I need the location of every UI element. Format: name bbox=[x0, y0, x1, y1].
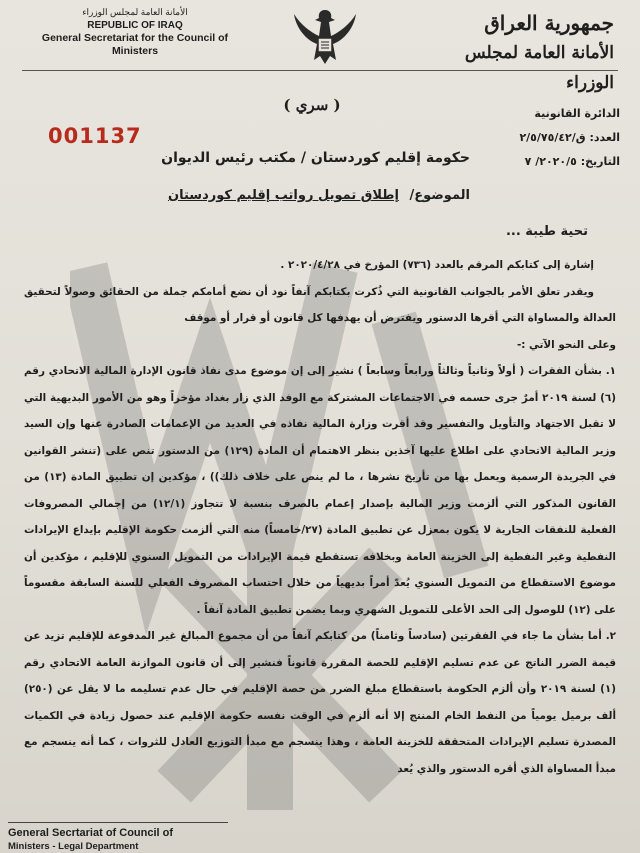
subject-line bbox=[168, 188, 470, 203]
date-value: ٢٠٢٠/٥/ ٧ bbox=[524, 155, 577, 168]
paragraph-reference: إشارة إلى كتابكم المرقم بالعدد (٧٣٦) المؤرخ في ٢٠٢٠/٤/٢٨ . bbox=[280, 259, 594, 271]
iraq-eagle-emblem-icon bbox=[290, 2, 360, 72]
header-divider bbox=[22, 70, 618, 71]
paragraph-lead: وعلى النحو الآتي :- bbox=[516, 338, 616, 351]
header-ar-small: الأمانة العامة لمجلس الوزراء bbox=[82, 7, 188, 17]
paragraph-intro: ويقدر تعلق الأمر بالجوانب القانونية التي ذُكرت بكتابكم آنفاً نود أن نضع أمامكم جملة من الحقائق وصولاً لتحقيق العدالة والمساواة التي أقرها الدستور ويفترض أن يهدفها كل قانون أو قرار أو موقف bbox=[24, 285, 616, 324]
date-label: التاريخ: bbox=[580, 155, 620, 168]
department-label: الدائرة القانونية bbox=[534, 107, 620, 120]
header-secretariat: General Secretariat for the Council of Ministers bbox=[41, 32, 229, 57]
paragraph-point-1: ١. بشأن الفقرات ( أولاً وثانياً وثالثاً ورابعاً وسابعاً ) نشير إلى إن موضوع مدى نفاذ قانون الإدارة المالية الاتحادي رقم (٦) لسنة ٢٠١٩ أمرٌ جرى حسمه في الاجتماعات المشتركة مع الوفد الذي زار بغداد مؤخراً وهو من الأمور البديهية التي لا تقبل الاجتهاد والتأويل والتفسير وقد أقرت وزارة المالية نفاذه في العديد من الإعمامات الصادرة عنها وإن السيد وزير المالية الاتحادي على اطلاع عليها آخذين بنظر الاهتمام أن المادة (١٢٩) من الدستور تنص على (تنشر القوانين في الجريدة الرسمية ويعمل بها من تأريخ نشرها ، ما لم ينص على خلاف ذلك)) ، مؤكدين إن تطبيق المادة (١٣) من القانون المذكور التي ألزمت وزير المالية بإصدار إعمام بالصرف بنسبة لا تتجاوز (١٢/١) من إجمالي المصروفات الفعلية للنفقات الجارية لا يكون بمعزل عن تطبيق المادة (٢٧/خامساً) منه التي ألزمت حكومة الإقليم بإيداع الإيرادات النفطية وغير النفطية إلى الخزينة العامة وبخلافه تستقطع قيمة الإيرادات من التمويل السنوي للإقليم ، مؤكدين أن موضوع الاستقطاع من التمويل السنوي يُعدّ أمراً بديهياً من خلال احتساب المصروف الفعلي للسنة السابقة مقسوماً على (١٢) للوصول إلى الحد الأعلى للتمويل الشهري وبما يضمن تطبيق المادة آنفاً . bbox=[24, 365, 616, 616]
arabic-header bbox=[414, 8, 614, 98]
header-secretariat-ar: الأمانة العامة لمجلس الوزراء bbox=[464, 43, 614, 93]
greeting: تحية طيبة ... bbox=[505, 224, 588, 239]
footer-line-2: Ministers - Legal Department bbox=[8, 841, 139, 852]
subject-label: الموضوع/ bbox=[409, 188, 470, 203]
number-value: ق/٢/٥/٧٥/٤٢ bbox=[519, 131, 586, 144]
number-label: العدد: bbox=[589, 131, 620, 144]
classification-label: ( سري ) bbox=[283, 96, 341, 114]
addressee: حكومة إقليم كوردستان / مكتب رئيس الديوان bbox=[161, 150, 470, 166]
subject-value: إطلاق تمويل رواتب إقليم كوردستان bbox=[168, 188, 399, 203]
footer bbox=[8, 822, 228, 853]
document-meta bbox=[460, 102, 620, 174]
date-line bbox=[460, 150, 620, 174]
english-header bbox=[40, 6, 230, 58]
header-republic-ar: جمهورية العراق bbox=[484, 11, 614, 35]
header-republic: REPUBLIC OF IRAQ bbox=[87, 20, 183, 31]
number-line bbox=[460, 126, 620, 150]
reference-number-stamp: 001137 bbox=[48, 124, 142, 148]
paragraph-point-2: ٢. أما بشأن ما جاء في الفقرتين (سادساً وثامناً) من كتابكم آنفاً من أن مجموع المبالغ غير المدفوعة للإقليم تزيد عن قيمة الضرر الناتج عن عدم تسليم الإقليم للحصة المقررة قانوناً فنشير إلى أن قانون الموازنة العامة الاتحادي رقم (١) لسنة ٢٠١٩ وأن ألزم الحكومة باستقطاع مبلغ الضرر من حصة الإقليم في حال عدم تسليمه ما لا يقل عن (٢٥٠) ألف برميل يومياً من النفط الخام المنتج إلا أنه ألزم في الوقت نفسه حكومة الإقليم عند حصول زيادة في الكميات المصدرة تسليم الإيرادات المتحققة للخزينة العامة ، وهذا ينسجم مع مبدأ التوزيع العادل للثروات ، كما أنه ينسجم مع مبدأ المساواة الذي أقره الدستور والذي يُعد bbox=[24, 630, 616, 775]
footer-line-1: General Secrtariat of Council of bbox=[8, 827, 174, 839]
letter-body bbox=[24, 252, 616, 782]
